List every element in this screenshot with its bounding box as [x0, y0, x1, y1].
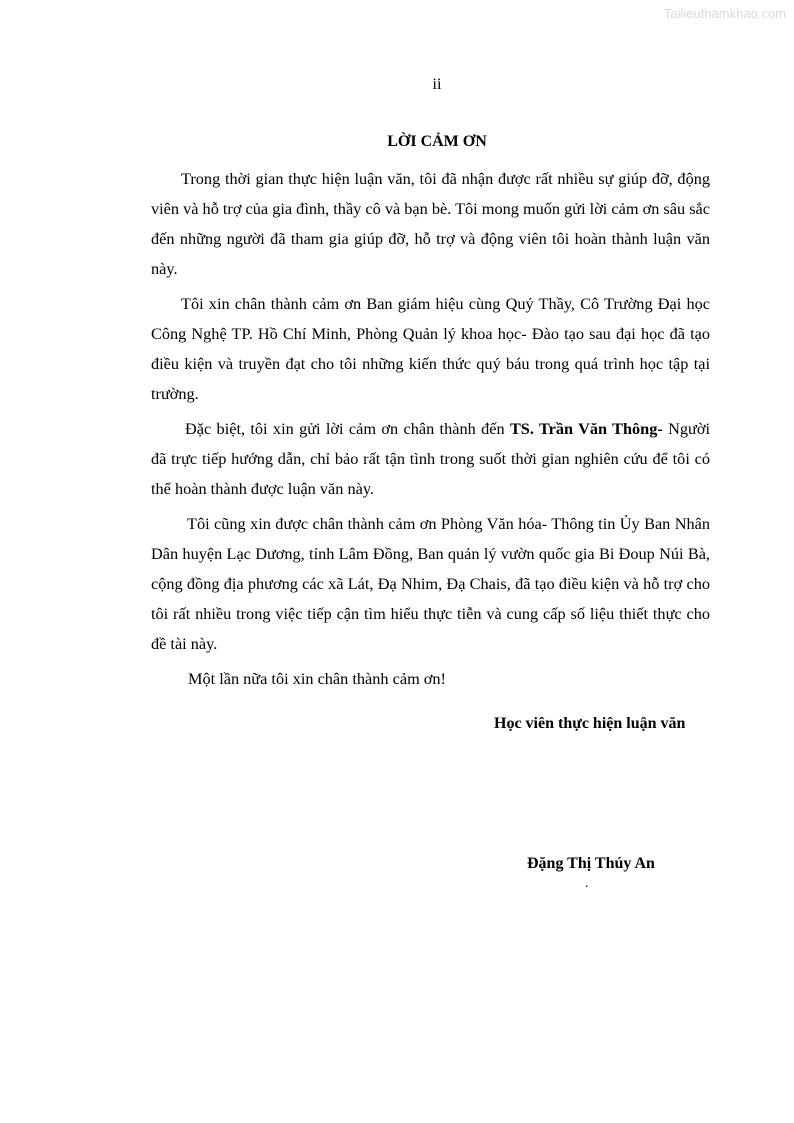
paragraph-university-thanks: Tôi xin chân thành cảm ơn Ban giám hiệu cùng Quý Thầy, Cô Trường Đại học Công Nghệ TP. Hồ Chí Minh, Phòng Quản lý khoa học- Đào tạo sau đại học đã tạo điều kiện và truyền đạt cho tôi những kiến thức quý báu trong quá trình học tập tại trường.	[151, 294, 710, 403]
acknowledgement-body	[151, 164, 710, 699]
advisor-thanks-text: Người đã trực tiếp hướng dẫn, chỉ bảo rất tận tình trong suốt thời gian nghiên cứu để tôi có thể hoàn thành được luận văn này.	[151, 419, 710, 498]
advisor-intro-text: Đặc biệt, tôi xin gửi lời cảm ơn chân thành đến	[185, 419, 510, 438]
paragraph-advisor-thanks	[151, 414, 710, 504]
signature-role: Học viên thực hiện luận văn	[494, 715, 686, 732]
watermark: Tailieuthamkhao.com	[663, 6, 786, 21]
signature-name: Đặng Thị Thúy An	[527, 855, 655, 872]
paragraph-closing: Một lần nữa tôi xin chân thành cảm ơn!	[188, 669, 446, 688]
paragraph-family-support: Trong thời gian thực hiện luận văn, tôi đã nhận được rất nhiều sự giúp đỡ, động viên và hỗ trợ của gia đình, thầy cô và bạn bè. Tôi mong muốn gửi lời cảm ơn sâu sắc đến những người đã tham gia giúp đỡ, hỗ trợ và động viên tôi hoàn thành luận văn này.	[151, 169, 710, 278]
paragraph-local-thanks: Tôi cũng xin được chân thành cảm ơn Phòng Văn hóa- Thông tin Ủy Ban Nhân Dân huyện Lạc Dương, tỉnh Lâm Đồng, Ban quản lý vườn quốc gia Bi Đoup Núi Bà, cộng đồng địa phương các xã Lát, Đạ Nhim, Đạ Chais, đã tạo điều kiện và hỗ trợ cho tôi rất nhiều trong việc tiếp cận tìm hiểu thực tiễn và cung cấp số liệu thiết thực cho đề tài này.	[151, 514, 710, 653]
advisor-name: TS. Trần Văn Thông-	[509, 419, 663, 438]
page-title: LỜI CẢM ƠN	[387, 133, 487, 150]
page-number: ii	[432, 76, 442, 93]
dot-mark: .	[585, 876, 589, 891]
